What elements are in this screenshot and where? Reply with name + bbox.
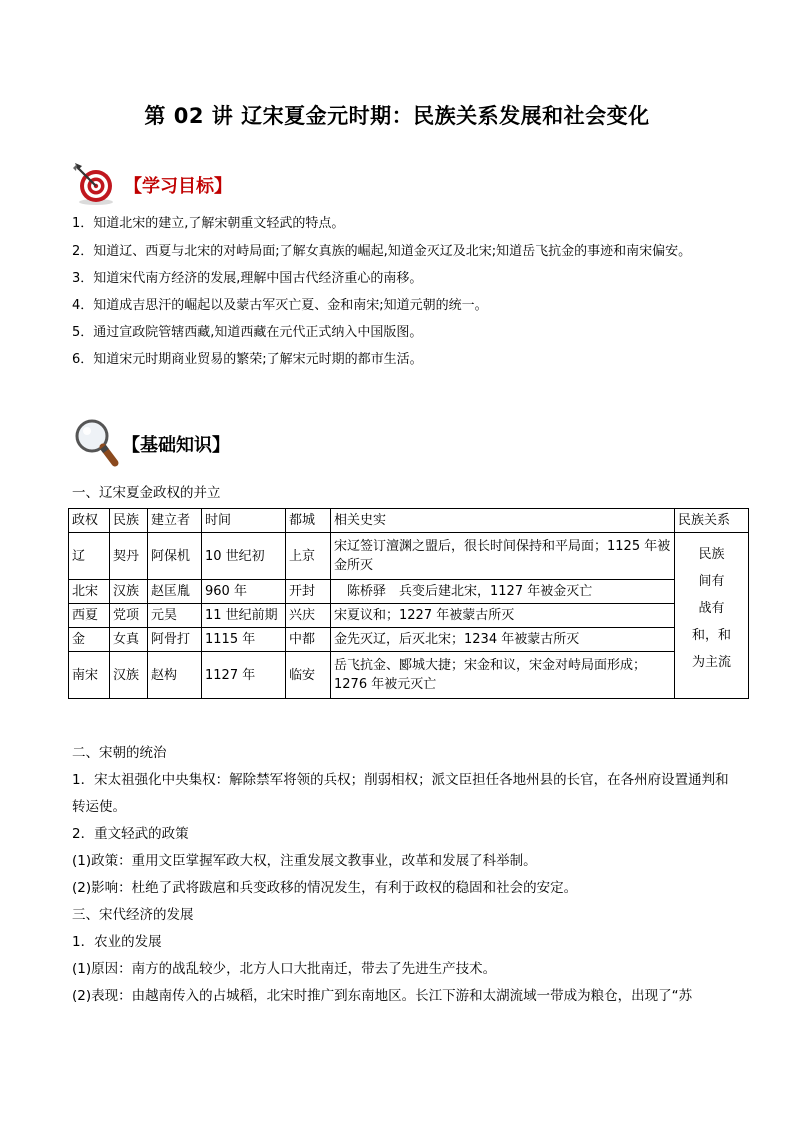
regimes-table xyxy=(68,508,749,699)
objective-2: 2．知道辽、西夏与北宋的对峙局面;了解女真族的崛起,知道金灭辽及北宋;知道岳飞抗金的事迹和南宋偏安。 xyxy=(72,244,692,259)
objective-5: 5．通过宣政院管辖西藏,知道西藏在元代正式纳入中国版图。 xyxy=(72,325,423,340)
table-cell: 临安 xyxy=(286,652,331,699)
table-cell: 岳飞抗金、郾城大捷；宋金和议，宋金对峙局面形成；1276 年被元灭亡 xyxy=(331,652,675,699)
paragraph: (2)表现：由越南传入的占城稻，北宋时推广到东南地区。长江下游和太湖流域一带成为粮仓，出现了“苏 xyxy=(72,988,693,1004)
magnifier-icon xyxy=(72,416,120,472)
table-cell: 960 年 xyxy=(202,580,286,604)
table-cell: 南宋 xyxy=(69,652,110,699)
table-cell: 11 世纪前期 xyxy=(202,604,286,628)
table-row xyxy=(69,580,749,604)
table-cell: 党项 xyxy=(110,604,148,628)
page-title: 第 02 讲 辽宋夏金元时期：民族关系发展和社会变化 xyxy=(144,104,650,128)
table-cell: 1127 年 xyxy=(202,652,286,699)
paragraph: (1)原因：南方的战乱较少，北方人口大批南迁，带去了先进生产技术。 xyxy=(72,961,497,977)
table-cell: 汉族 xyxy=(110,580,148,604)
table-row xyxy=(69,533,749,580)
table-cell: 赵构 xyxy=(148,652,202,699)
basics-heading xyxy=(72,416,230,472)
table-cell: 金先灭辽，后灭北宋；1234 年被蒙古所灭 xyxy=(331,628,675,652)
table-row xyxy=(69,652,749,699)
table-row xyxy=(69,604,749,628)
section-3-heading: 三、宋代经济的发展 xyxy=(72,907,194,923)
table-cell: 元昊 xyxy=(148,604,202,628)
objectives-heading xyxy=(72,160,232,210)
table-cell: 宋夏议和；1227 年被蒙古所灭 xyxy=(331,604,675,628)
ethnic-relations-line: 战有 xyxy=(698,601,725,616)
paragraph: (2)影响：杜绝了武将跋扈和兵变政移的情况发生，有利于政权的稳固和社会的安定。 xyxy=(72,880,578,896)
table-header-row xyxy=(69,509,749,533)
ethnic-relations-line: 间有 xyxy=(698,574,725,589)
ethnic-relations-line: 和，和 xyxy=(691,628,731,643)
table-header: 相关史实 xyxy=(331,509,675,533)
basics-heading-label: 【基础知识】 xyxy=(122,435,230,456)
ethnic-relations-line: 民族 xyxy=(698,547,725,562)
table-cell: 中都 xyxy=(286,628,331,652)
table-header: 时间 xyxy=(202,509,286,533)
objective-6: 6．知道宋元时期商业贸易的繁荣;了解宋元时期的都市生活。 xyxy=(72,352,423,367)
table-cell: 阿骨打 xyxy=(148,628,202,652)
table-cell: 阿保机 xyxy=(148,533,202,580)
table-header: 民族关系 xyxy=(675,509,749,533)
table-row xyxy=(69,628,749,652)
objective-3: 3．知道宋代南方经济的发展,理解中国古代经济重心的南移。 xyxy=(72,271,423,286)
table-cell: 10 世纪初 xyxy=(202,533,286,580)
paragraph: 2．重文轻武的政策 xyxy=(72,826,189,842)
table-cell: 女真 xyxy=(110,628,148,652)
table-header: 都城 xyxy=(286,509,331,533)
table-cell: 1115 年 xyxy=(202,628,286,652)
table-cell: 北宋 xyxy=(69,580,110,604)
table-cell: 兴庆 xyxy=(286,604,331,628)
objective-4: 4．知道成吉思汗的崛起以及蒙古军灭亡夏、金和南宋;知道元朝的统一。 xyxy=(72,298,488,313)
table-cell: 陈桥驿 兵变后建北宋，1127 年被金灭亡 xyxy=(331,580,675,604)
objectives-heading-label: 【学习目标】 xyxy=(124,176,232,197)
ethnic-relations-cell xyxy=(675,533,749,699)
paragraph: 1．宋太祖强化中央集权：解除禁军将领的兵权；削弱相权；派文臣担任各地州县的长官，在各州府设置通判和转运使。 xyxy=(72,772,729,815)
table-header: 民族 xyxy=(110,509,148,533)
table-cell: 汉族 xyxy=(110,652,148,699)
table-cell: 宋辽签订澶渊之盟后，很长时间保持和平局面；1125 年被金所灭 xyxy=(331,533,675,580)
table-cell: 西夏 xyxy=(69,604,110,628)
paragraph: 1．农业的发展 xyxy=(72,934,162,950)
table-cell: 契丹 xyxy=(110,533,148,580)
objective-1: 1．知道北宋的建立,了解宋朝重文轻武的特点。 xyxy=(72,216,345,231)
table-cell: 金 xyxy=(69,628,110,652)
target-icon xyxy=(72,160,122,210)
paragraph: (1)政策：重用文臣掌握军政大权，注重发展文教事业，改革和发展了科举制。 xyxy=(72,853,537,869)
table-header: 政权 xyxy=(69,509,110,533)
table-header: 建立者 xyxy=(148,509,202,533)
section-1-heading: 一、辽宋夏金政权的并立 xyxy=(72,485,221,501)
table-cell: 开封 xyxy=(286,580,331,604)
table-cell: 辽 xyxy=(69,533,110,580)
table-cell: 上京 xyxy=(286,533,331,580)
section-2-heading: 二、宋朝的统治 xyxy=(72,745,167,761)
ethnic-relations-line: 为主流 xyxy=(691,655,731,670)
table-cell: 赵匡胤 xyxy=(148,580,202,604)
